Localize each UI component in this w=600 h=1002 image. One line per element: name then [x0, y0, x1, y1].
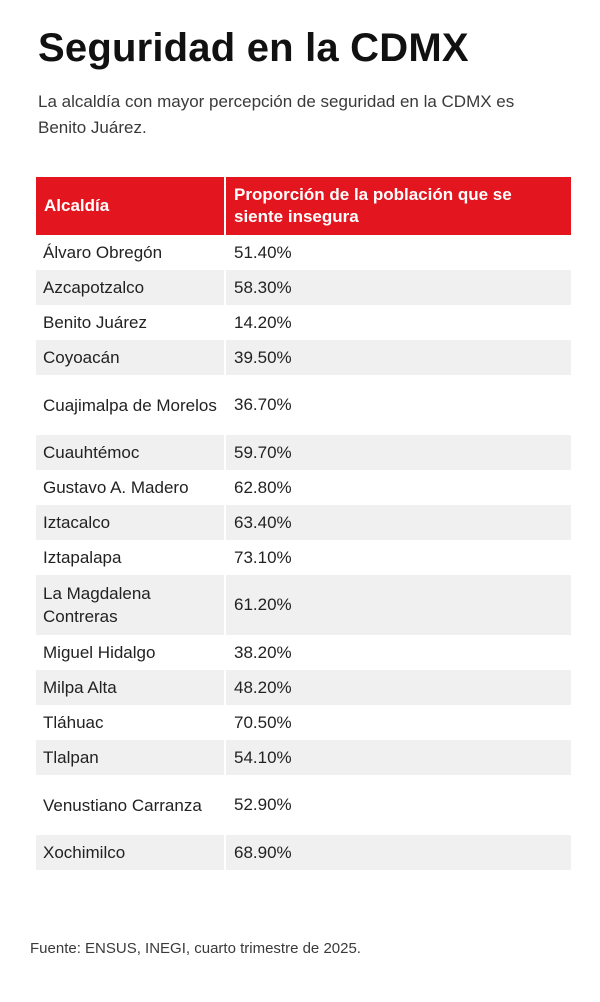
cell-alcaldia: Coyoacán	[43, 348, 120, 367]
cell-proporcion: 54.10%	[234, 747, 292, 767]
table-row	[36, 375, 571, 435]
cell-proporcion: 48.20%	[234, 677, 292, 697]
cell-alcaldia: Iztapalapa	[43, 548, 122, 567]
data-table	[36, 177, 571, 870]
column-header-alcaldia: Alcaldía	[44, 196, 110, 215]
cell-proporcion: 52.90%	[234, 795, 292, 814]
cell-proporcion: 68.90%	[234, 842, 292, 862]
cell-alcaldia: Venustiano Carranza	[43, 795, 202, 815]
cell-alcaldia: Azcapotzalco	[43, 278, 145, 297]
table-row	[36, 740, 571, 775]
cell-proporcion: 73.10%	[234, 547, 292, 567]
page-title: Seguridad en la CDMX	[38, 26, 469, 70]
cell-alcaldia: Gustavo A. Madero	[43, 478, 189, 497]
table-row	[36, 340, 571, 375]
cell-proporcion: 61.20%	[234, 595, 292, 614]
cell-proporcion: 62.80%	[234, 477, 292, 497]
table-row	[36, 435, 571, 470]
cell-alcaldia: Tláhuac	[43, 713, 104, 732]
cell-proporcion: 14.20%	[234, 312, 292, 332]
cell-alcaldia: Iztacalco	[43, 513, 111, 532]
cell-alcaldia: Milpa Alta	[43, 678, 117, 697]
table-row	[36, 270, 571, 305]
table-row	[36, 505, 571, 540]
table-row	[36, 705, 571, 740]
cell-alcaldia: Miguel Hidalgo	[43, 643, 156, 662]
cell-alcaldia: La Magdalena Contreras	[43, 584, 151, 626]
cell-proporcion: 51.40%	[234, 242, 292, 262]
table-row	[36, 305, 571, 340]
table-body	[36, 235, 571, 870]
cell-proporcion: 70.50%	[234, 712, 292, 732]
table-row	[36, 775, 571, 835]
source-note: Fuente: ENSUS, INEGI, cuarto trimestre de 2025.	[30, 940, 361, 957]
cell-proporcion: 59.70%	[234, 442, 292, 462]
cell-proporcion: 36.70%	[234, 395, 292, 414]
cell-proporcion: 58.30%	[234, 277, 292, 297]
column-header-proporcion: Proporción de la población que se siente insegura	[234, 185, 512, 226]
page-subtitle: La alcaldía con mayor percepción de seguridad en la CDMX es Benito Juárez.	[38, 92, 515, 137]
cell-alcaldia: Cuajimalpa de Morelos	[43, 395, 217, 415]
table-row	[36, 470, 571, 505]
cell-proporcion: 38.20%	[234, 642, 292, 662]
cell-alcaldia: Benito Juárez	[43, 313, 147, 332]
cell-proporcion: 63.40%	[234, 512, 292, 532]
table-header	[36, 177, 571, 235]
table-row	[36, 575, 571, 635]
cell-alcaldia: Tlalpan	[43, 748, 99, 767]
table-row	[36, 540, 571, 575]
cell-alcaldia: Álvaro Obregón	[43, 243, 163, 262]
cell-proporcion: 39.50%	[234, 347, 292, 367]
table-row	[36, 635, 571, 670]
cell-alcaldia: Xochimilco	[43, 843, 126, 862]
table-row	[36, 835, 571, 870]
table-row	[36, 670, 571, 705]
table-row	[36, 235, 571, 270]
cell-alcaldia: Cuauhtémoc	[43, 443, 140, 462]
